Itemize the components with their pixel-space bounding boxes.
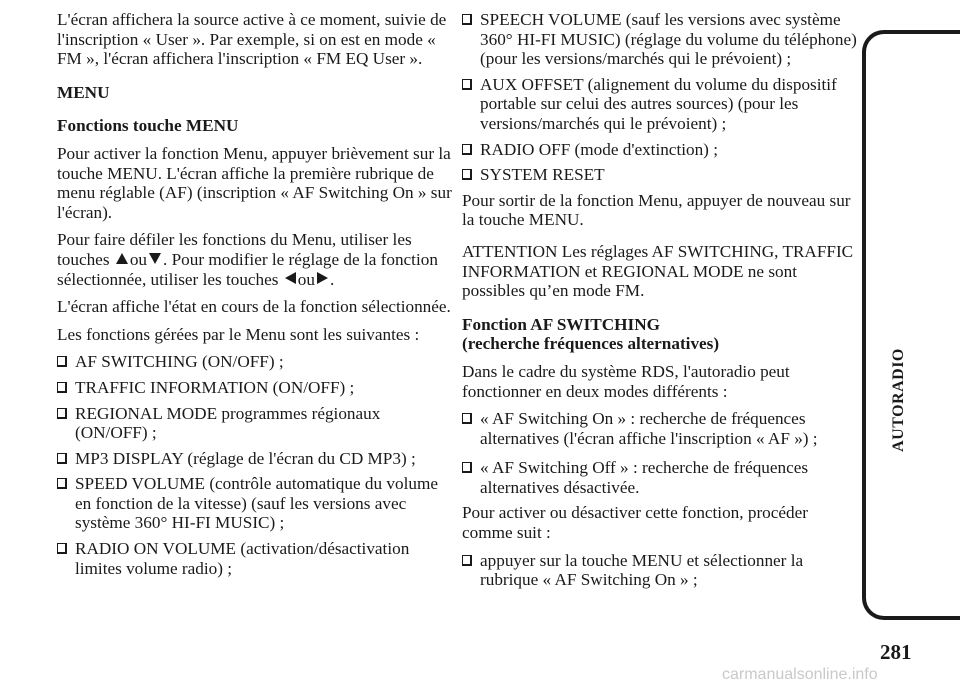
list-item-text: MP3 DISPLAY (réglage de l'écran du CD MP3) ;: [75, 448, 416, 468]
list-item: [462, 458, 857, 497]
list-item: [462, 409, 857, 448]
arrow-left-icon: [285, 272, 296, 284]
list-item: [462, 551, 857, 590]
list-item: [57, 474, 452, 533]
scroll-or-2: ou: [297, 269, 315, 289]
list-item-text: RADIO OFF (mode d'extinction) ;: [480, 139, 718, 159]
scroll-text-c: .: [329, 269, 335, 289]
watermark: carmanualsonline.info: [722, 666, 878, 683]
list-item-text: SYSTEM RESET: [480, 165, 605, 185]
af-switching-heading: [462, 315, 857, 354]
checkbox-icon: [462, 144, 472, 155]
list-item-text: REGIONAL MODE programmes régionaux (ON/OFF) ;: [75, 403, 381, 443]
list-item: [57, 352, 452, 372]
activate-paragraph: Pour activer la fonction Menu, appuyer brièvement sur la touche MENU. L'écran affiche la première rubrique de menu réglable (AF) (inscription « AF Switching On » sur l'écran).: [57, 143, 452, 222]
list-item-text: « AF Switching On » : recherche de fréquences alternatives (l'écran affiche l'inscription « AF ») ;: [480, 409, 818, 448]
list-item: [57, 378, 452, 398]
checkbox-icon: [462, 462, 472, 473]
arrow-down-icon: [149, 253, 161, 264]
list-item-text: SPEED VOLUME (contrôle automatique du volume en fonction de la vitesse) (sauf les versions avec système 360° HI-FI MUSIC) ;: [75, 474, 438, 533]
checkbox-icon: [462, 14, 472, 25]
list-item-text: AUX OFFSET (alignement du volume du dispositif portable sur celui des autres sources) (pour les versions/marchés qui le prévoient) ;: [480, 74, 837, 133]
left-column: [57, 10, 452, 584]
checkbox-icon: [57, 356, 67, 367]
scroll-or-1: ou: [129, 249, 147, 269]
list-item: [462, 10, 857, 69]
list-item: [462, 75, 857, 134]
list-item: [57, 404, 452, 443]
fonctions-heading: Fonctions touche MENU: [57, 116, 239, 136]
section-tab: [862, 30, 960, 620]
checkbox-icon: [462, 169, 472, 180]
display-paragraph: L'écran affiche l'état en cours de la fonction sélectionnée.: [57, 297, 451, 317]
checkbox-icon: [57, 382, 67, 393]
rds-paragraph: Dans le cadre du système RDS, l'autoradio peut fonctionner en deux modes différents :: [462, 361, 790, 401]
checkbox-icon: [462, 79, 472, 90]
af-heading-line-1: Fonction AF SWITCHING: [462, 314, 660, 334]
scroll-text-b: . Pour modifier le réglage de la fonction sélectionnée, utiliser les touches: [57, 249, 438, 289]
menu-heading: MENU: [57, 82, 110, 102]
checkbox-icon: [57, 408, 67, 419]
scroll-paragraph: [57, 230, 452, 289]
attention-paragraph: ATTENTION Les réglages AF SWITCHING, TRAFFIC INFORMATION et REGIONAL MODE ne sont possibles qu’en mode FM.: [462, 241, 854, 301]
list-item: [462, 140, 857, 160]
right-column: [462, 10, 857, 596]
list-item-text: SPEECH VOLUME (sauf les versions avec système 360° HI-FI MUSIC) (réglage du volume du téléphone) (pour les versions/marchés qui le prévoient) ;: [480, 10, 857, 69]
arrow-right-icon: [317, 272, 328, 284]
list-item-text: AF SWITCHING (ON/OFF) ;: [75, 352, 284, 372]
list-item-text: TRAFFIC INFORMATION (ON/OFF) ;: [75, 377, 355, 397]
list-item-text: « AF Switching Off » : recherche de fréquences alternatives désactivée.: [480, 458, 809, 497]
arrow-up-icon: [116, 253, 128, 264]
toggle-paragraph: Pour activer ou désactiver cette fonction, procéder comme suit :: [462, 503, 808, 543]
checkbox-icon: [57, 478, 67, 489]
checkbox-icon: [57, 543, 67, 554]
exit-paragraph: Pour sortir de la fonction Menu, appuyer de nouveau sur la touche MENU.: [462, 190, 851, 230]
scroll-text-a: Pour faire défiler les fonctions du Menu, utiliser les touches: [57, 230, 412, 269]
checkbox-icon: [462, 413, 472, 424]
list-item: [57, 539, 452, 578]
page-number: 281: [880, 640, 912, 664]
section-tab-text: AUTORADIO: [890, 348, 907, 452]
list-item-text: RADIO ON VOLUME (activation/désactivation limites volume radio) ;: [75, 539, 410, 578]
list-item: [462, 165, 857, 185]
checkbox-icon: [57, 453, 67, 464]
checkbox-icon: [462, 555, 472, 566]
list-intro: Les fonctions gérées par le Menu sont les suivantes :: [57, 324, 420, 344]
list-item-text: appuyer sur la touche MENU et sélectionner la rubrique « AF Switching On » ;: [480, 550, 804, 590]
af-heading-line-2: (recherche fréquences alternatives): [462, 334, 720, 354]
intro-paragraph: L'écran affichera la source active à ce moment, suivie de l'inscription « User ». Par exemple, si on est en mode « FM », l'écran affichera l'inscription « FM EQ User ».: [57, 10, 447, 69]
list-item: [57, 449, 452, 469]
